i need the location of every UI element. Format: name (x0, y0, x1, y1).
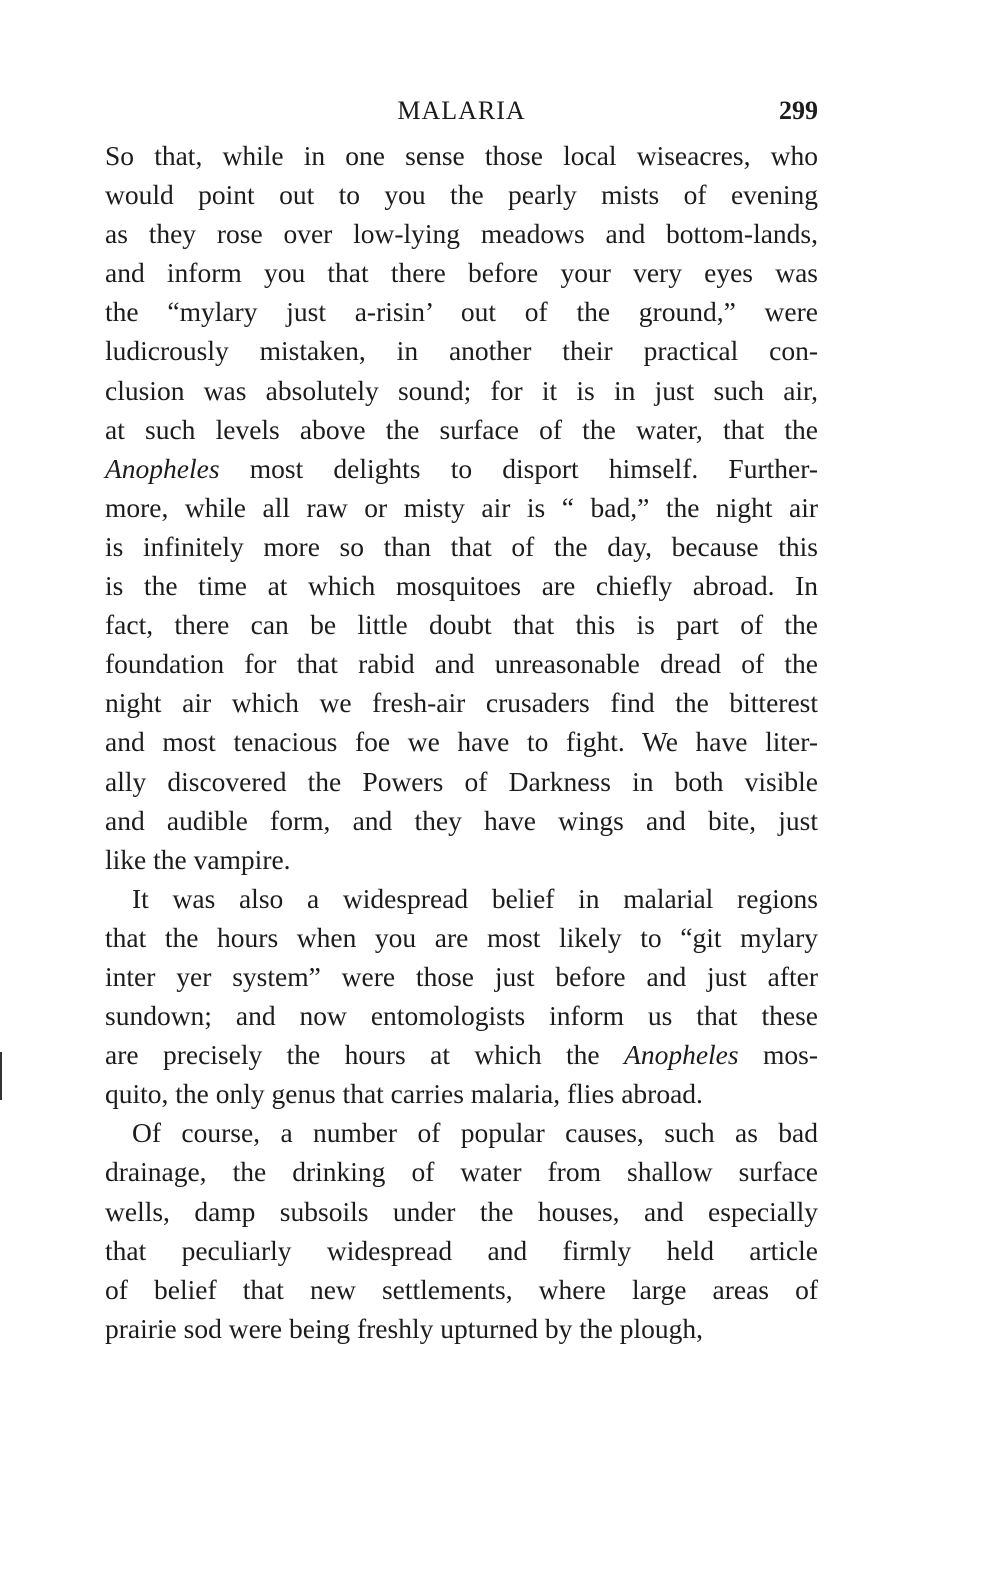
text-run: clusion was absolutely sound; for it is in just such air, (105, 374, 818, 406)
italic-term: Anopheles (105, 452, 220, 484)
text-line (105, 996, 818, 1035)
text-run: would point out to you the pearly mists of evening (105, 179, 818, 211)
chapter-title: MALARIA (397, 96, 526, 125)
text-line (105, 175, 818, 214)
text-run: prairie sod were being freshly upturned by the plough, (105, 1312, 703, 1344)
text-line (105, 527, 818, 566)
text-run: So that, while in one sense those local wiseacres, who (105, 140, 818, 171)
text-run: is the time at which mosquitoes are chiefly abroad. In (105, 570, 818, 602)
text-line (105, 253, 818, 292)
text-run: wells, damp subsoils under the houses, and especially (105, 1195, 818, 1227)
text-run: like the vampire. (105, 843, 291, 875)
text-line (105, 1074, 818, 1113)
text-line (105, 879, 818, 918)
text-line (105, 371, 818, 410)
text-line (105, 1192, 818, 1231)
body-text (105, 136, 818, 1348)
text-run: that peculiarly widespread and firmly held article (105, 1234, 818, 1266)
text-line (105, 449, 818, 488)
text-line (105, 840, 818, 879)
text-run: inter yer system” were those just before and just after (105, 960, 818, 992)
text-run: ludicrously mistaken, in another their practical con- (105, 335, 818, 367)
text-line (105, 605, 818, 644)
scan-edge-mark (0, 1052, 2, 1100)
text-line (105, 1231, 818, 1270)
paragraph (105, 136, 818, 879)
text-run: most delights to disport himself. Further- (219, 452, 818, 484)
text-run: fact, there can be little doubt that this is part of the (105, 609, 818, 641)
book-page (105, 96, 818, 1348)
text-run: foundation for that rabid and unreasonable dread of the (105, 648, 818, 680)
text-run: quito, the only genus that carries malaria, flies abroad. (105, 1078, 703, 1110)
text-run: are precisely the hours at which the (105, 1039, 625, 1071)
text-run: drainage, the drinking of water from shallow surface (105, 1156, 818, 1188)
text-run: and audible form, and they have wings and bite, just (105, 804, 818, 836)
text-line (105, 488, 818, 527)
text-line (105, 136, 818, 175)
text-run: and most tenacious foe we have to fight. We have liter- (105, 726, 818, 758)
text-run: and inform you that there before your very eyes was (105, 257, 818, 289)
text-line (105, 1309, 818, 1348)
text-line (105, 1113, 818, 1152)
text-run: of belief that new settlements, where large areas of (105, 1273, 818, 1305)
text-line (105, 566, 818, 605)
text-line (105, 1035, 818, 1074)
text-line (105, 410, 818, 449)
text-line (105, 331, 818, 370)
text-run: Of course, a number of popular causes, such as bad (132, 1117, 818, 1149)
text-line (105, 214, 818, 253)
text-run: more, while all raw or misty air is “ bad,” the night air (105, 491, 818, 523)
paragraph (105, 879, 818, 1114)
text-line (105, 292, 818, 331)
text-run: as they rose over low-lying meadows and bottom-lands, (105, 218, 818, 250)
paragraph (105, 1113, 818, 1348)
text-line (105, 683, 818, 722)
text-line (105, 722, 818, 761)
text-run: mos- (738, 1039, 818, 1071)
text-line (105, 762, 818, 801)
text-run: is infinitely more so than that of the day, because this (105, 530, 818, 562)
page-number: 299 (779, 96, 818, 125)
text-run: night air which we fresh-air crusaders find the bitterest (105, 687, 818, 719)
text-run: sundown; and now entomologists inform us that these (105, 1000, 818, 1032)
text-line (105, 918, 818, 957)
running-head (105, 96, 818, 136)
text-run: It was also a widespread belief in malarial regions (132, 882, 818, 914)
text-run: the “mylary just a-risin’ out of the ground,” were (105, 296, 818, 328)
text-line (105, 1152, 818, 1191)
text-run: that the hours when you are most likely to “git mylary (105, 921, 818, 953)
text-line (105, 801, 818, 840)
text-line (105, 644, 818, 683)
text-line (105, 957, 818, 996)
text-run: ally discovered the Powers of Darkness in both visible (105, 765, 818, 797)
text-line (105, 1270, 818, 1309)
italic-term: Anopheles (624, 1039, 739, 1071)
text-run: at such levels above the surface of the water, that the (105, 413, 818, 445)
